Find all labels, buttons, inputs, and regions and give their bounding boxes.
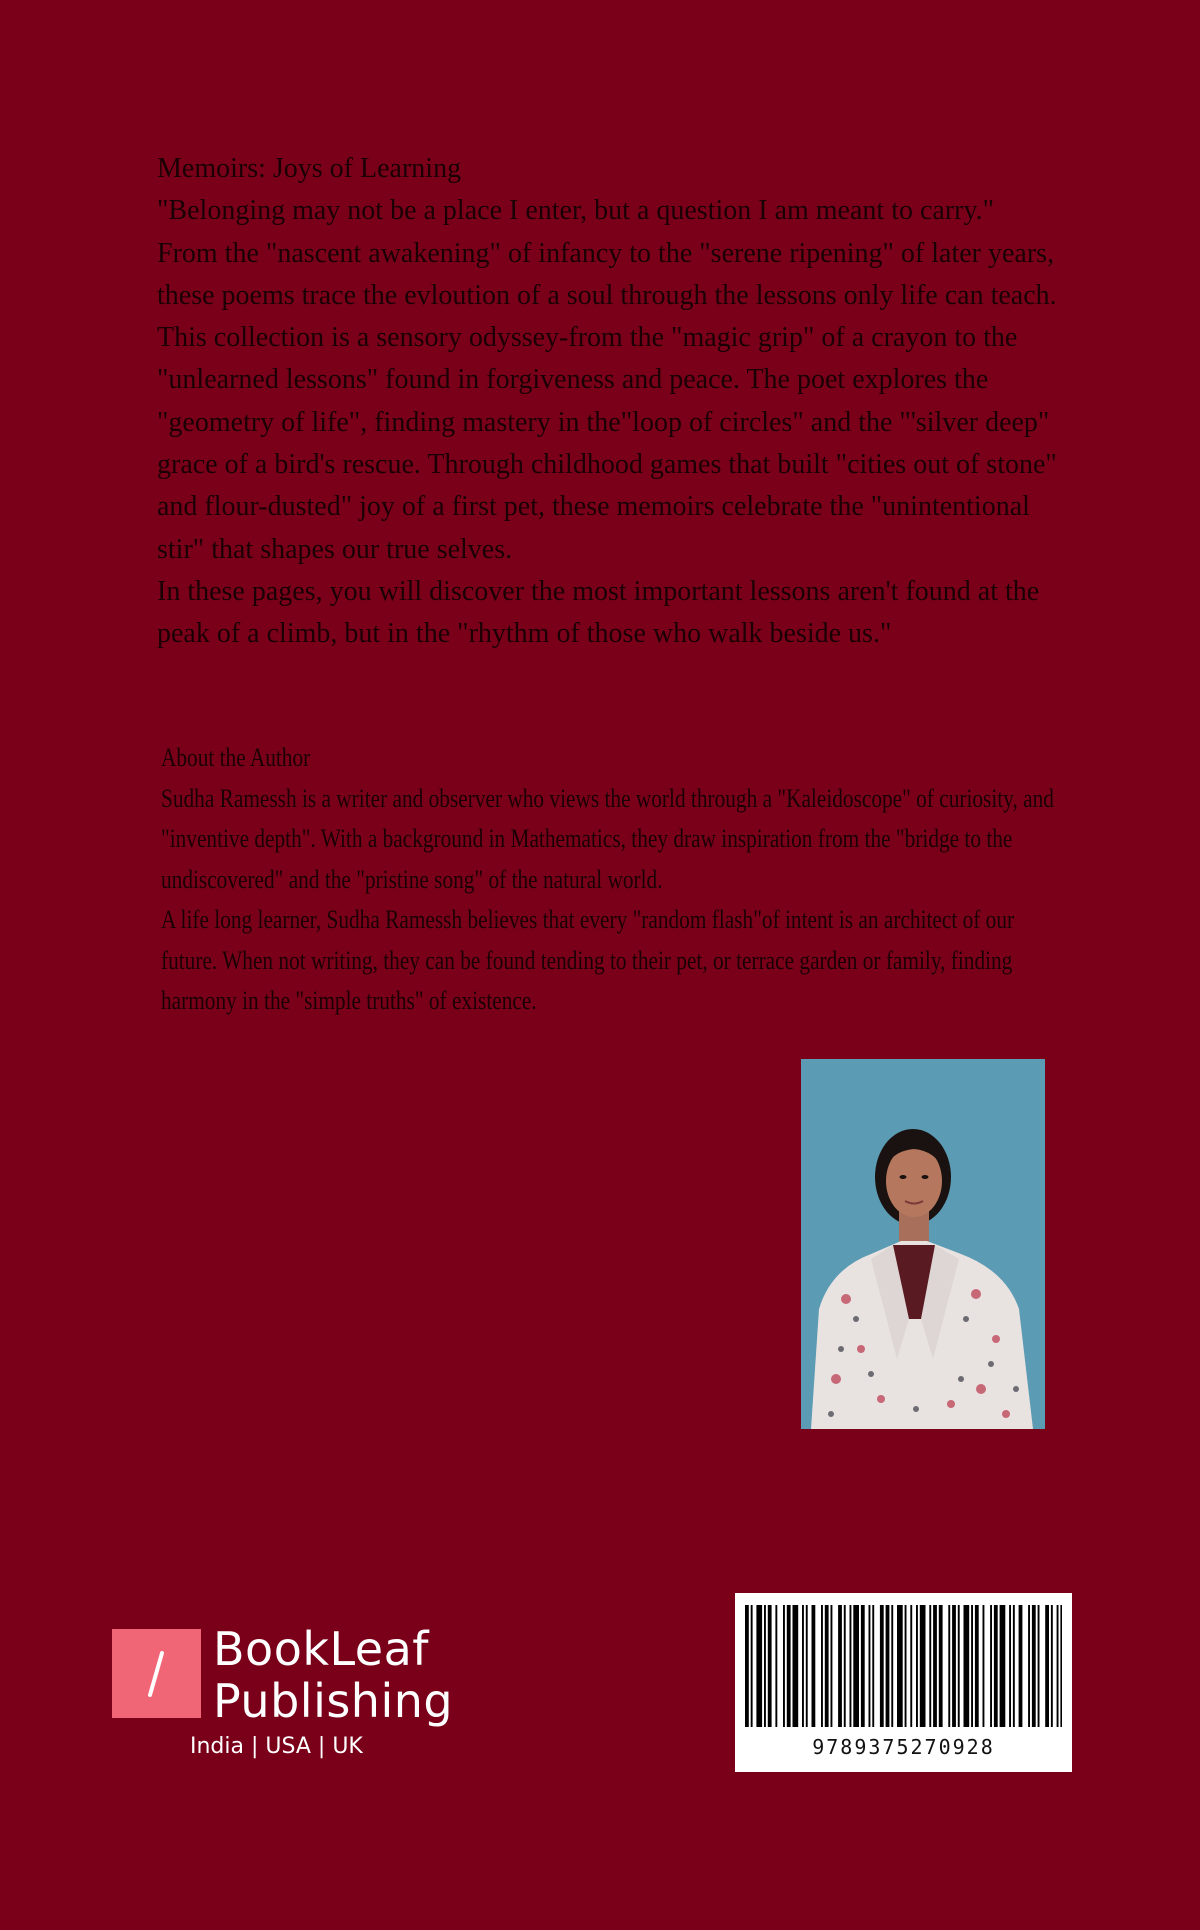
- barcode-bar: [975, 1605, 979, 1727]
- barcode-bar: [916, 1605, 918, 1727]
- barcode-bar: [872, 1605, 874, 1727]
- barcode-bar: [929, 1605, 931, 1727]
- blurb-quote: "Belonging may not be a place I enter, but a question I am meant to carry.": [157, 195, 995, 227]
- barcode-bar: [850, 1605, 852, 1727]
- about-paragraph-2: A life long learner, Sudha Ramessh believes that every "random flash"of intent is an architect of our future. When not writing, they can be found tending to their pet, or terrace garden or family, finding harmony in the "simple truths" of existence.: [161, 905, 1015, 1015]
- barcode-bar: [1060, 1605, 1062, 1727]
- barcode-bar: [1013, 1605, 1015, 1727]
- barcode-bar: [825, 1605, 829, 1727]
- barcode-bar: [844, 1605, 846, 1727]
- barcode-bar: [756, 1605, 762, 1727]
- barcode-bar: [802, 1605, 804, 1727]
- isbn-barcode: [735, 1593, 1072, 1772]
- barcode-bar: [787, 1605, 791, 1727]
- barcode-bar: [861, 1605, 865, 1727]
- barcode-bar: [920, 1605, 926, 1727]
- barcode-bar: [783, 1605, 785, 1727]
- barcode-bar: [983, 1605, 985, 1727]
- barcode-bar: [958, 1605, 960, 1727]
- barcode-bar: [793, 1605, 799, 1727]
- barcode-bar: [897, 1605, 903, 1727]
- author-portrait-illustration: [801, 1059, 1045, 1429]
- blurb-closing: In these pages, you will discover the most important lessons aren't found at the peak of a climb, but in the "rhythm of those who walk beside us.": [157, 575, 1040, 650]
- isbn-number: 9789375270928: [812, 1735, 995, 1759]
- barcode-bar: [990, 1605, 992, 1727]
- barcode-bar: [1057, 1605, 1059, 1727]
- barcode-bar: [1019, 1605, 1023, 1727]
- publisher-name: [213, 1623, 453, 1727]
- author-photo: [801, 1059, 1045, 1429]
- about-paragraph-1: Sudha Ramessh is a writer and observer who views the world through a "Kaleidoscope" of curiosity, and "inventive depth". With a background in Mathematics, they draw inspiration from the "bridge to the undiscovered" and the "pristine song" of the natural world.: [161, 783, 1054, 894]
- barcode-bar: [812, 1605, 816, 1727]
- publisher-name-line2: Publishing: [213, 1674, 454, 1728]
- barcode-bar: [948, 1605, 950, 1727]
- barcode-bar: [853, 1605, 859, 1727]
- book-blurb: [157, 148, 1057, 656]
- barcode-bar: [933, 1605, 937, 1727]
- barcode-bar: [869, 1605, 871, 1727]
- barcode-bar: [964, 1605, 970, 1727]
- barcode-bar: [905, 1605, 907, 1727]
- barcode-bar: [1051, 1605, 1053, 1727]
- barcode-bar: [939, 1605, 943, 1727]
- barcode-bar: [1000, 1605, 1006, 1727]
- barcode-bar: [838, 1605, 842, 1727]
- barcode-bar: [1038, 1605, 1040, 1727]
- barcode-bar: [821, 1605, 823, 1727]
- barcode-bar: [880, 1605, 884, 1727]
- barcode-bar: [1045, 1605, 1049, 1727]
- publisher-logo: [112, 1622, 472, 1779]
- about-author-section: [161, 738, 1063, 1022]
- barcode-bar: [768, 1605, 772, 1727]
- barcode-bar: [1032, 1605, 1036, 1727]
- barcode-bar: [1028, 1605, 1030, 1727]
- barcode-bar: [745, 1605, 749, 1727]
- barcode-bar: [994, 1605, 998, 1727]
- barcode-bar: [775, 1605, 777, 1727]
- blurb-title: Memoirs: Joys of Learning: [157, 153, 462, 184]
- about-heading: About the Author: [161, 743, 311, 772]
- barcode-bar: [971, 1605, 973, 1727]
- blurb-paragraph: From the "nascent awakening" of infancy to the "serene ripening" of later years, these poems trace the evloution of a soul through the lessons only life can teach. This collection is a sensory odyssey-from the "magic grip" of a crayon to the "unlearned lessons" found in forgiveness and peace. The poet explores the "geometry of life", finding mastery in the"loop of circles" and the "'silver deep" grace of a bird's rescue. Through childhood games that built "cities out of stone" and flour-dusted" joy of a first pet, these memoirs celebrate the "unintentional stir" that shapes our true selves.: [157, 237, 1057, 565]
- barcode-bar: [831, 1605, 833, 1727]
- barcode-bar: [910, 1605, 912, 1727]
- barcode-bar: [886, 1605, 890, 1727]
- barcode-bar: [806, 1605, 808, 1727]
- barcode-bar: [952, 1605, 956, 1727]
- barcode-bar: [1009, 1605, 1011, 1727]
- publisher-regions: India | USA | UK: [190, 1734, 363, 1759]
- barcode-bar: [764, 1605, 766, 1727]
- publisher-name-line1: BookLeaf: [213, 1622, 429, 1676]
- barcode-bar: [751, 1605, 753, 1727]
- barcode-bar: [891, 1605, 893, 1727]
- slash-icon: [112, 1629, 201, 1718]
